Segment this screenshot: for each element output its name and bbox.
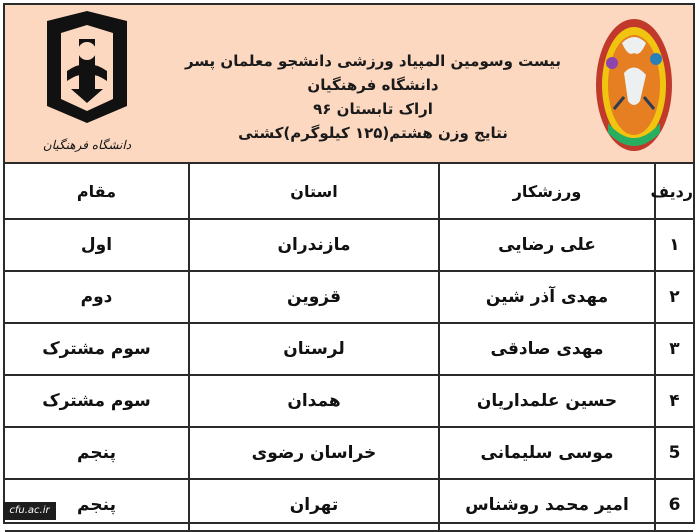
event-location: اراک تابستان ۹۶	[313, 100, 433, 118]
event-title: بیست وسومین المپیاد ورزشی دانشجو معلمان پسر دانشگاه فرهنگیان	[184, 52, 562, 94]
rank-cell: ۱	[655, 219, 693, 271]
table-row	[5, 479, 693, 531]
column-header-athlete: ورزشکار	[439, 163, 655, 219]
title-block	[155, 49, 591, 145]
column-header-province: استان	[189, 163, 439, 219]
athlete-cell: علی رضایی	[439, 219, 655, 271]
column-header-rank: ردیف	[655, 163, 693, 219]
event-subtitle: نتایج وزن هشتم(۱۲۵ کیلوگرم)کشتی	[238, 124, 508, 142]
site-watermark: cfu.ac.ir	[3, 502, 56, 520]
place-cell: سوم مشترک	[5, 375, 189, 427]
table-header-row	[5, 163, 693, 219]
table-row	[5, 219, 693, 271]
university-logo-icon	[27, 11, 147, 157]
place-cell: پنجم	[5, 479, 189, 531]
header-banner	[5, 5, 693, 164]
results-sheet	[3, 3, 695, 524]
rank-cell: ۲	[655, 271, 693, 323]
table-row	[5, 323, 693, 375]
place-cell: سوم مشترک	[5, 323, 189, 375]
table-row	[5, 271, 693, 323]
athlete-cell: مهدی آذر شین	[439, 271, 655, 323]
province-cell: قزوین	[189, 271, 439, 323]
province-cell: خراسان رضوی	[189, 427, 439, 479]
place-cell: دوم	[5, 271, 189, 323]
results-table	[5, 162, 693, 532]
athlete-cell: موسی سلیمانی	[439, 427, 655, 479]
logo-caption: دانشگاه فرهنگیان	[42, 138, 132, 152]
province-cell: لرستان	[189, 323, 439, 375]
place-cell: پنجم	[5, 427, 189, 479]
athlete-cell: امیر محمد روشناس	[439, 479, 655, 531]
place-cell: اول	[5, 219, 189, 271]
column-header-place: مقام	[5, 163, 189, 219]
table-row	[5, 427, 693, 479]
table-row	[5, 375, 693, 427]
rank-cell: 5	[655, 427, 693, 479]
province-cell: همدان	[189, 375, 439, 427]
rank-cell: ۳	[655, 323, 693, 375]
rank-cell: ۴	[655, 375, 693, 427]
province-cell: تهران	[189, 479, 439, 531]
province-cell: مازندران	[189, 219, 439, 271]
olympiad-emblem-icon	[594, 13, 674, 155]
athlete-cell: مهدی صادقی	[439, 323, 655, 375]
rank-cell: 6	[655, 479, 693, 531]
athlete-cell: حسین علمداریان	[439, 375, 655, 427]
